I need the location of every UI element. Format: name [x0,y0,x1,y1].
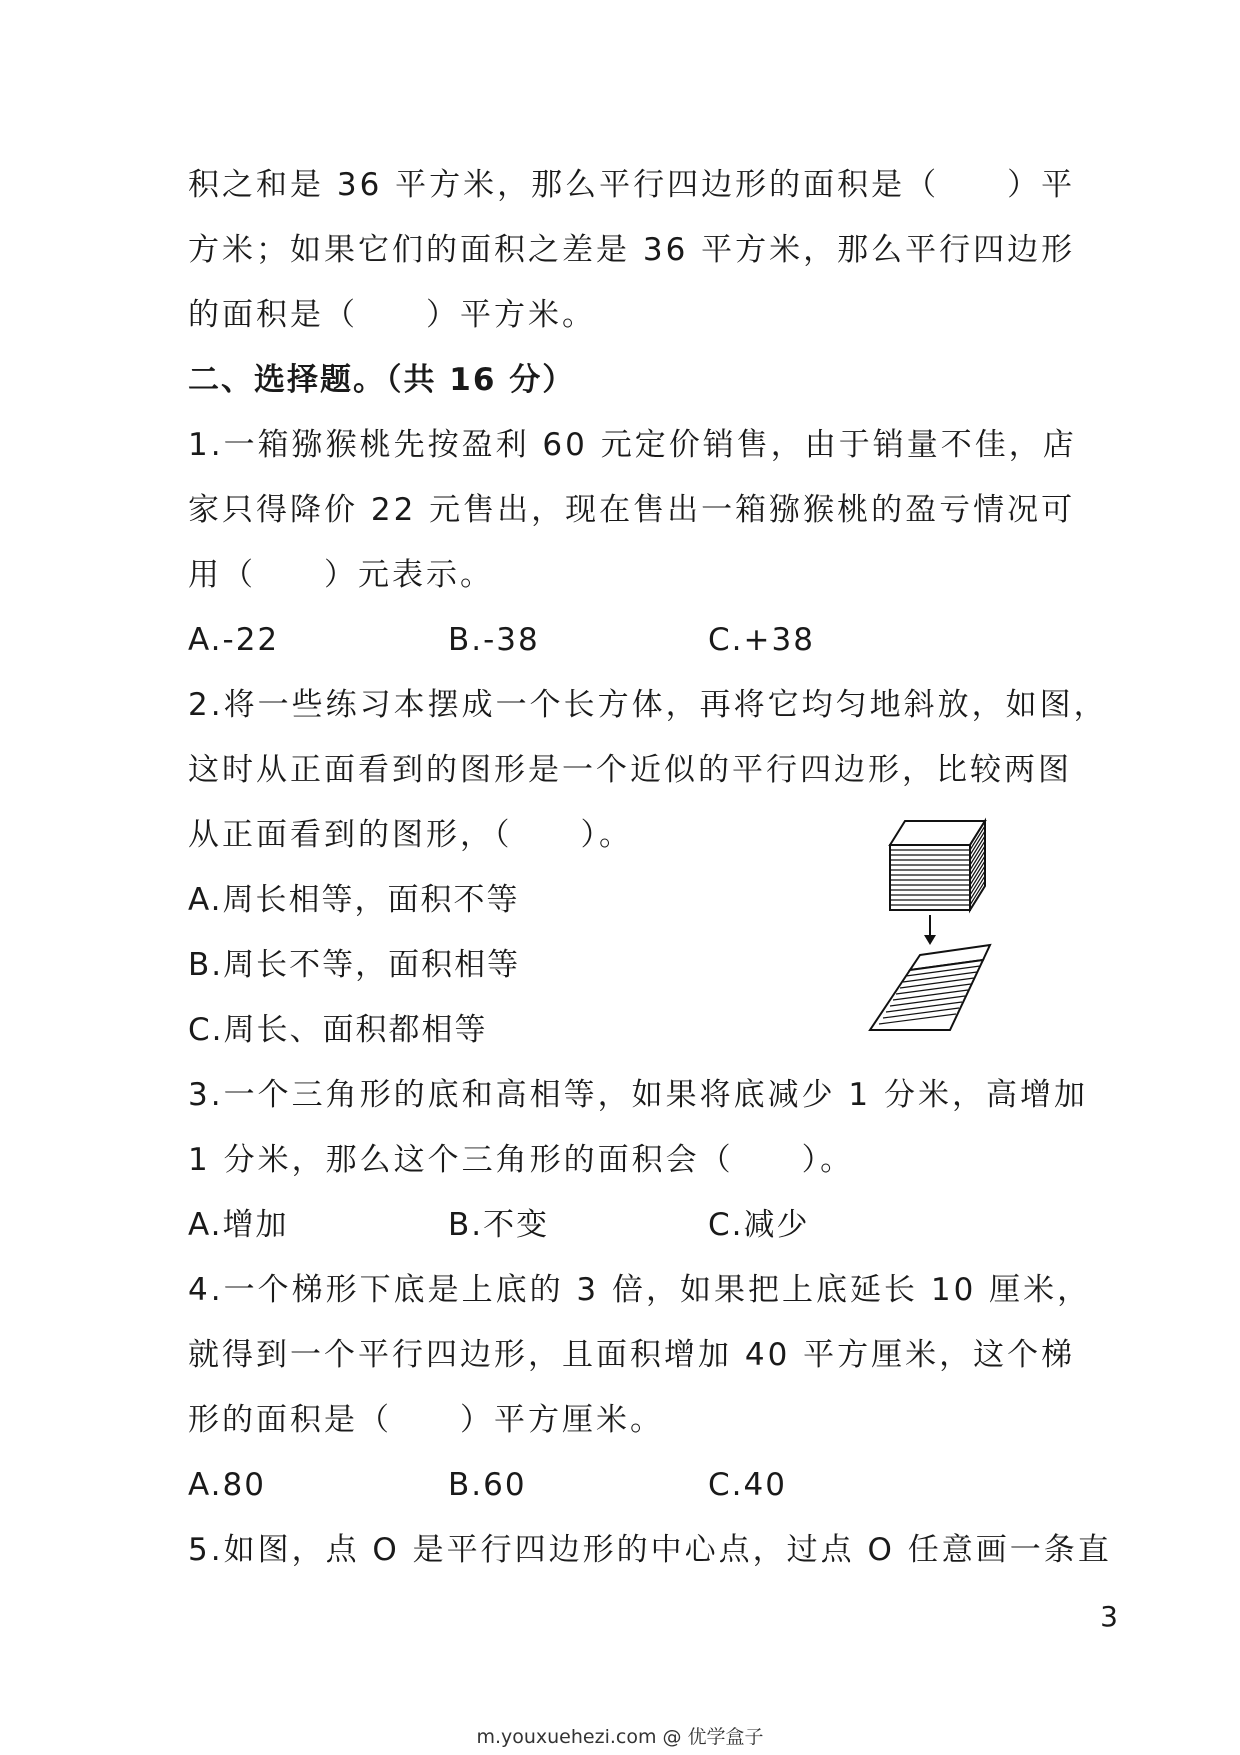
option-b: B.不变 [448,1207,550,1243]
option-b: B.60 [448,1467,527,1503]
question-4-line: 形的面积是（ ）平方厘米。 [188,1402,664,1438]
question-2-line: 从正面看到的图形，（ ）。 [188,817,633,853]
question-1-line: 家只得降价 22 元售出，现在售出一箱猕猴桃的盈亏情况可 [188,492,1076,528]
page-number: 3 [1100,1600,1118,1633]
question-5-line: 5.如图，点 O 是平行四边形的中心点，过点 O 任意画一条直 [188,1532,1112,1568]
question-1-line: 1.一箱猕猴桃先按盈利 60 元定价销售，由于销量不佳，店 [188,427,1077,463]
question-4-line: 就得到一个平行四边形，且面积增加 40 平方厘米，这个梯 [188,1337,1076,1373]
slanted-stack [870,945,990,1030]
question-2-line: 这时从正面看到的图形是一个近似的平行四边形，比较两图 [188,752,1072,788]
option-c: C.减少 [708,1207,810,1243]
option-a: A.增加 [188,1207,289,1243]
upright-stack [890,821,985,910]
question-text-line: 的面积是（ ）平方米。 [188,297,596,333]
section-heading: 二、选择题。（共 16 分） [188,362,576,398]
option-a: A.-22 [188,622,280,658]
option-b: B.-38 [448,622,540,658]
question-2-line: 2.将一些练习本摆成一个长方体，再将它均匀地斜放，如图， [188,687,1108,723]
option-a: A.周长相等，面积不等 [188,882,520,918]
question-1-line: 用（ ）元表示。 [188,557,494,593]
question-3-line: 1 分米，那么这个三角形的面积会（ ）。 [188,1142,855,1178]
arrow-down-icon [924,915,936,945]
option-a: A.80 [188,1467,266,1503]
question-text-line: 方米；如果它们的面积之差是 36 平方米，那么平行四边形 [188,232,1076,268]
option-c: C.周长、面积都相等 [188,1012,488,1048]
question-3-line: 3.一个三角形的底和高相等，如果将底减少 1 分米，高增加 [188,1077,1089,1113]
option-c: C.+38 [708,622,815,658]
question-4-line: 4.一个梯形下底是上底的 3 倍，如果把上底延长 10 厘米， [188,1272,1092,1308]
option-b: B.周长不等，面积相等 [188,947,521,983]
notebook-stack-figure [855,815,1005,1040]
footer-watermark: m.youxuehezi.com @ 优学盒子 [476,1726,764,1748]
question-text-line: 积之和是 36 平方米，那么平行四边形的面积是（ ）平 [188,167,1076,203]
option-c: C.40 [708,1467,787,1503]
